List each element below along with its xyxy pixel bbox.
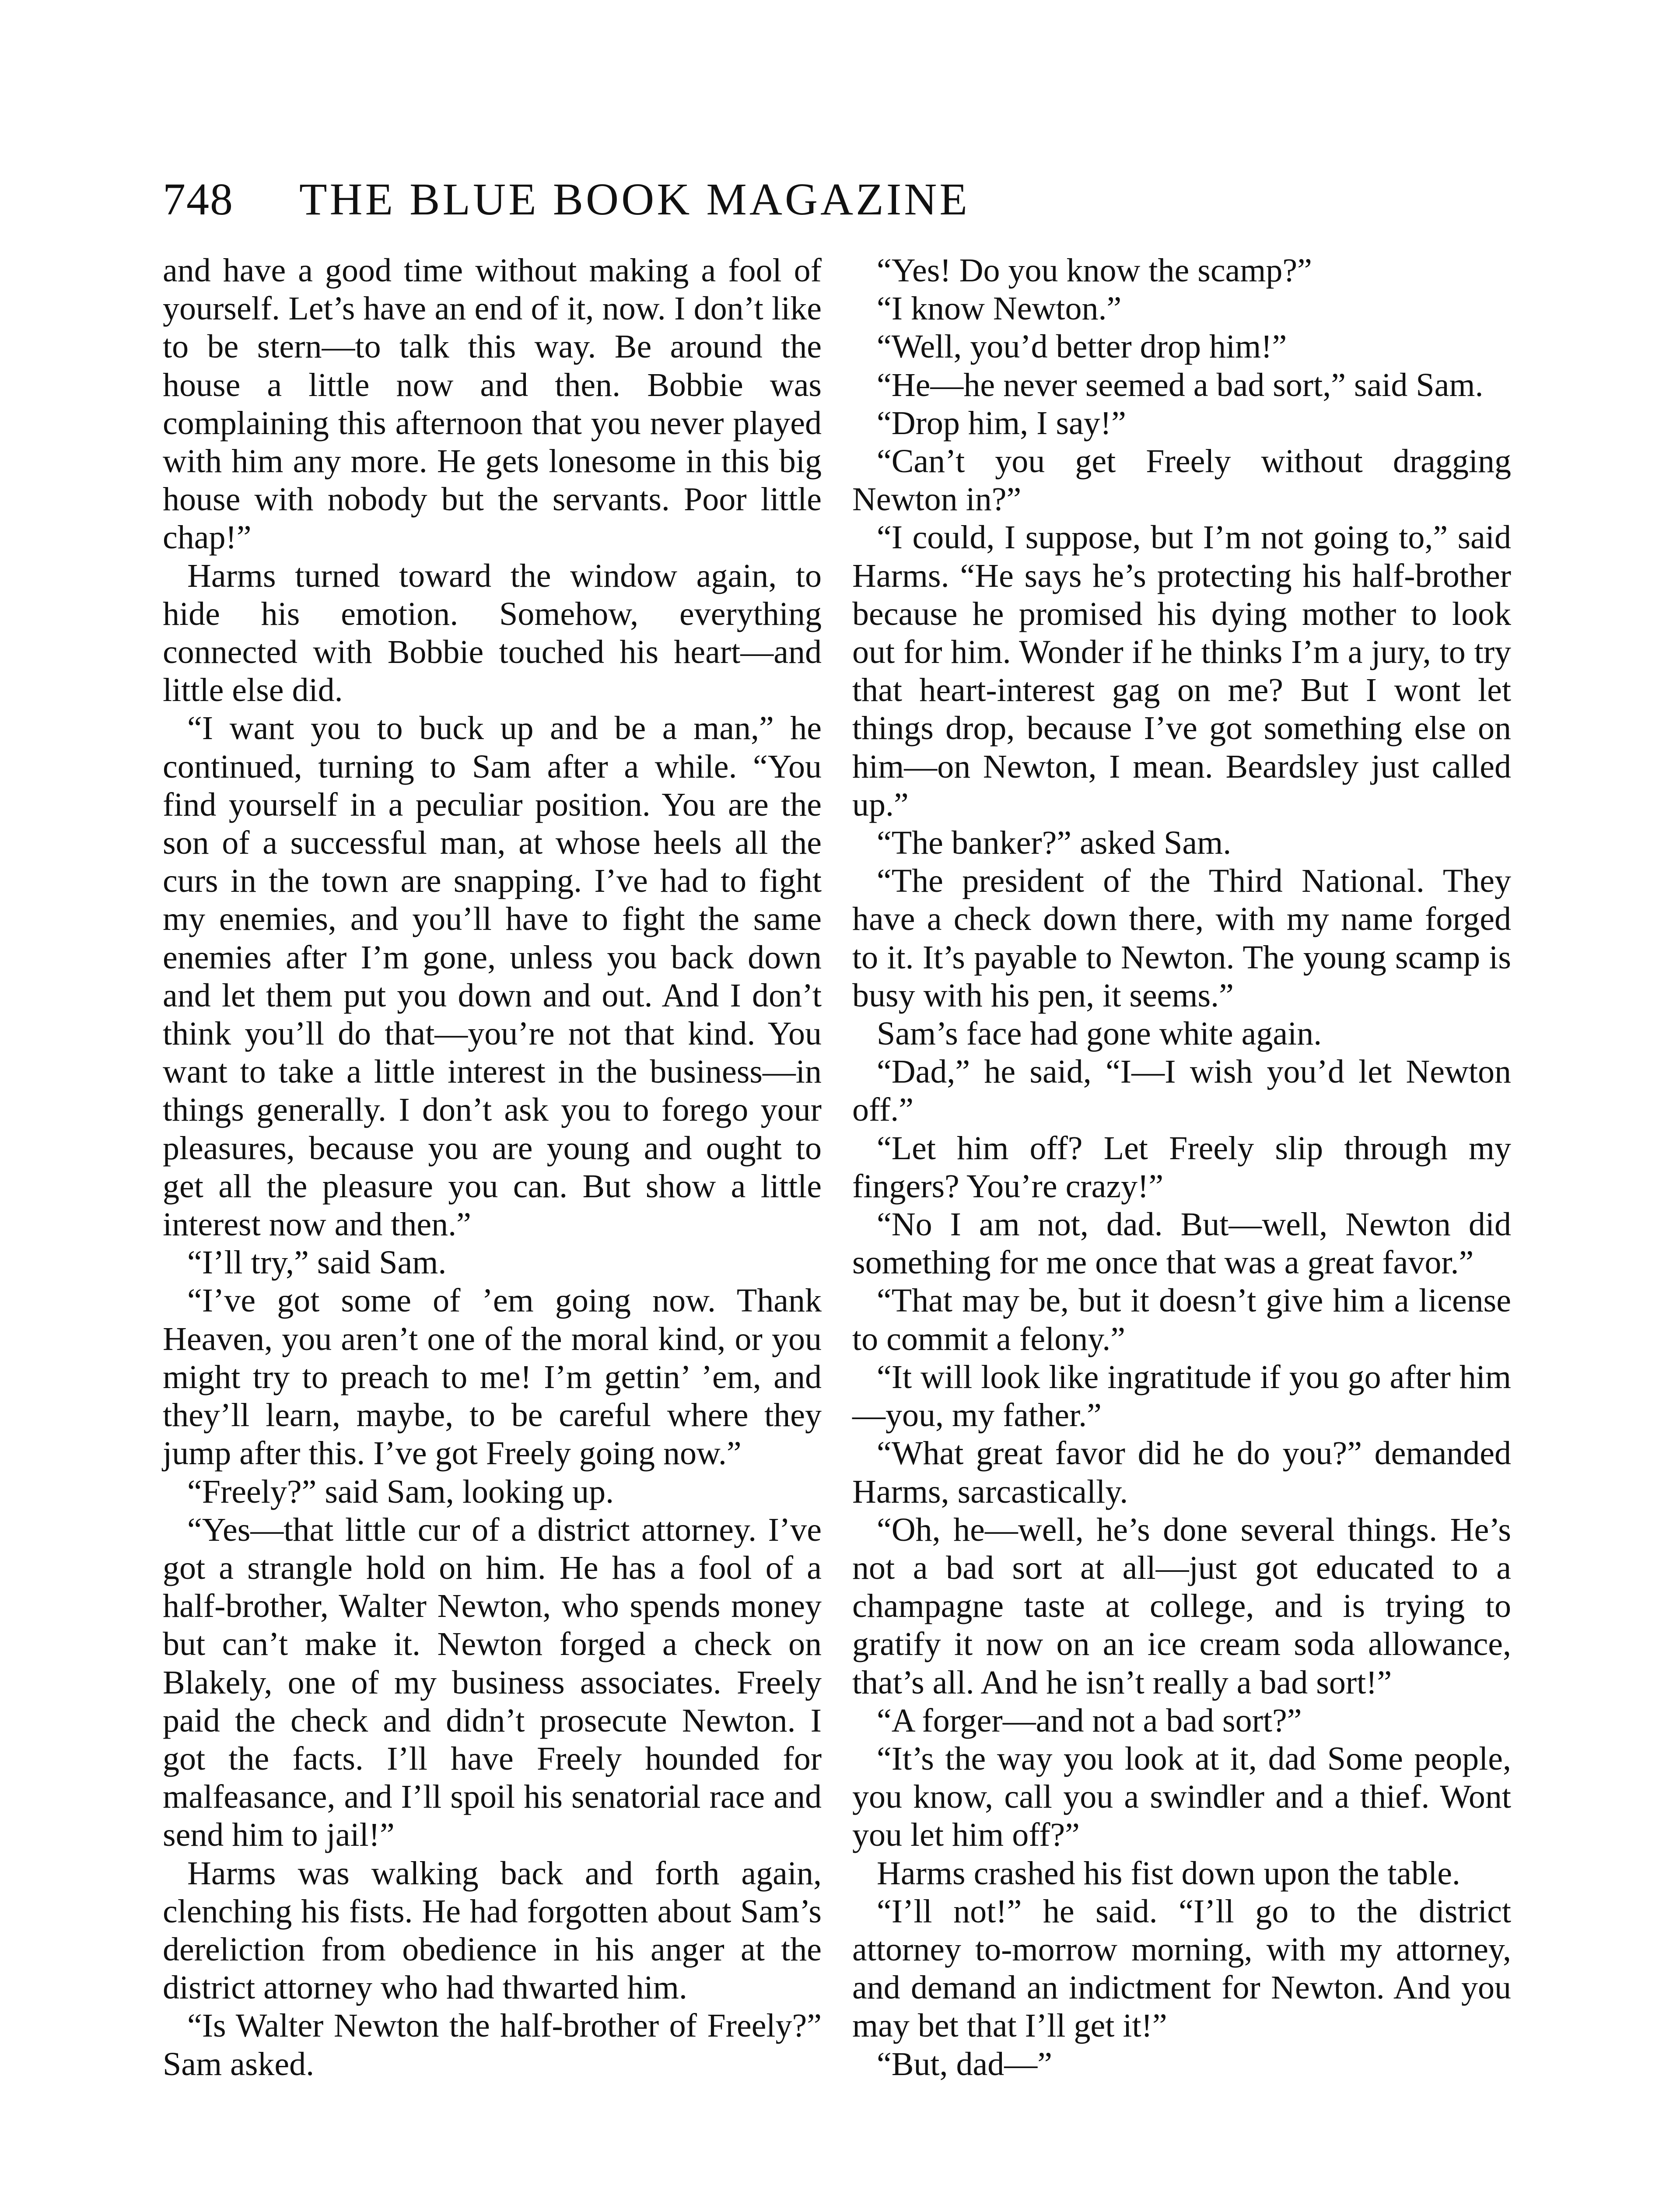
paragraph: “I’ll not!” he said. “I’ll go to the district attorney to-morrow morning, with my attorney, and demand an indictment for Newton. And you may bet that I’ll get it!” (852, 1893, 1511, 2044)
paragraph: “I know Newton.” (877, 290, 1122, 327)
paragraph: “What great favor did he do you?” demanded Harms, sarcastically. (852, 1435, 1511, 1510)
paragraph: “It will look like ingratitude if you go after him—you, my father.” (852, 1358, 1511, 1434)
paragraph: “Yes! Do you know the scamp?” (877, 252, 1312, 289)
paragraph: “I want you to buck up and be a man,” he continued, turning to Sam after a while. “You find yourself in a peculiar position. You are the son of a successful man, at whose heels all the curs in the town are snapping. I’ve had to fight my enemies, and you’ll have to fight the same enemies after I’m gone, unless you back down and let them put you down and out. And I don’t think you’ll do that—you’re not that kind. You want to take a little interest in the business—in things generally. I don’t ask you to forego your pleasures, because you are young and ought to get all the pleasure you can. But show a little interest now and then.” (163, 710, 822, 1243)
left-column (163, 252, 822, 2083)
paragraph: Sam’s face had gone white again. (877, 1015, 1322, 1052)
paragraph: “It’s the way you look at it, dad Some people, you know, call you a swindler and a thief. Wont you let him off?” (852, 1740, 1511, 1854)
paragraph: “No I am not, dad. But—well, Newton did something for me once that was a great favor.” (852, 1206, 1511, 1281)
paragraph: “Can’t you get Freely without dragging Newton in?” (852, 443, 1511, 518)
paragraph: “Well, you’d better drop him!” (877, 328, 1287, 365)
paragraph: “Is Walter Newton the half-brother of Freely?” Sam asked. (163, 2007, 822, 2083)
paragraph: “Let him off? Let Freely slip through my fingers? You’re crazy!” (852, 1129, 1511, 1205)
paragraph: “He—he never seemed a bad sort,” said Sam. (877, 366, 1484, 403)
magazine-title: THE BLUE BOOK MAGAZINE (299, 174, 970, 224)
paragraph: Harms was walking back and forth again, clenching his fists. He had forgotten about Sam’s dereliction from obedience in his anger at the district attorney who had thwarted him. (163, 1855, 822, 2006)
paragraph: “A forger—and not a bad sort?” (877, 1702, 1302, 1739)
paragraph: “Drop him, I say!” (877, 404, 1126, 442)
paragraph: Harms crashed his fist down upon the table. (877, 1855, 1460, 1892)
running-header (163, 173, 1213, 235)
paragraph: “That may be, but it doesn’t give him a license to commit a felony.” (852, 1282, 1511, 1357)
paragraph: and have a good time without making a fool of yourself. Let’s have an end of it, now. I don’t like to be stern—to talk this way. Be around the house a little now and then. Bobbie was complaining this afternoon that you never played with him any more. He gets lonesome in this big house with nobody but the servants. Poor little chap!” (163, 252, 822, 556)
paragraph: “I’ve got some of ’em going now. Thank Heaven, you aren’t one of the moral kind, or you might try to preach to me! I’m gettin’ ’em, and they’ll learn, maybe, to be careful where they jump after this. I’ve got Freely going now.” (163, 1282, 822, 1472)
paragraph: “The banker?” asked Sam. (877, 824, 1232, 862)
paragraph: “Oh, he—well, he’s done several things. He’s not a bad sort at all—just got educated to a champagne taste at college, and is trying to gratify it now on an ice cream soda allowance, that’s all. And he isn’t really a bad sort!” (852, 1511, 1511, 1701)
page-number: 748 (163, 174, 234, 224)
paragraph: “Dad,” he said, “I—I wish you’d let Newton off.” (852, 1053, 1511, 1129)
paragraph: “The president of the Third National. They have a check down there, with my name forged to it. It’s payable to Newton. The young scamp is busy with his pen, it seems.” (852, 863, 1511, 1014)
paragraph: Harms turned toward the window again, to hide his emotion. Somehow, everything connected with Bobbie touched his heart—and little else did. (163, 557, 822, 709)
paragraph: “Freely?” said Sam, looking up. (187, 1473, 614, 1510)
right-column (852, 252, 1511, 2083)
paragraph: “But, dad—” (877, 2045, 1053, 2083)
paragraph: “I’ll try,” said Sam. (187, 1244, 447, 1281)
paragraph: “Yes—that little cur of a district attorney. I’ve got a strangle hold on him. He has a fool of a half-brother, Walter Newton, who spends money but can’t make it. Newton forged a check on Blakely, one of my business associates. Freely paid the check and didn’t prosecute Newton. I got the facts. I’ll have Freely hounded for malfeasance, and I’ll spoil his senatorial race and send him to jail!” (163, 1511, 822, 1854)
paragraph: “I could, I suppose, but I’m not going to,” said Harms. “He says he’s protecting his half-brother because he promised his dying mother to look out for him. Wonder if he thinks I’m a jury, to try that heart-interest gag on me? But I wont let things drop, because I’ve got something else on him—on Newton, I mean. Beardsley just called up.” (852, 519, 1511, 823)
